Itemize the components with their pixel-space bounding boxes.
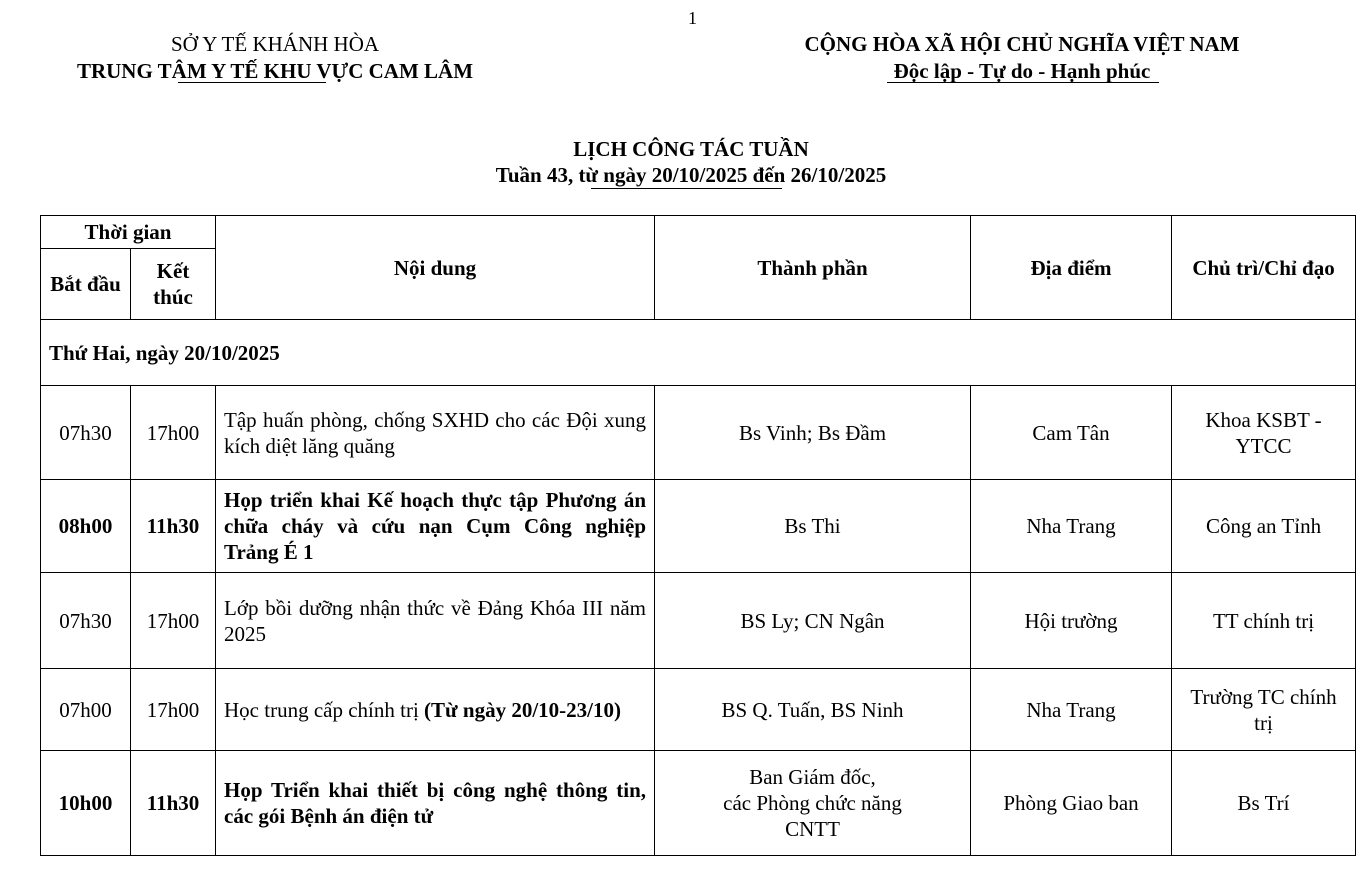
end-time: 11h30 (131, 480, 216, 573)
host-header: Chủ trì/Chỉ đạo (1172, 216, 1356, 320)
document-title: LỊCH CÔNG TÁC TUẦN (573, 137, 809, 161)
document-subtitle: Tuần 43, từ ngày 20/10/2025 đến 26/10/2025 (495, 163, 887, 187)
country-name: CỘNG HÒA XÃ HỘI CHỦ NGHĨA VIỆT NAM (804, 32, 1240, 56)
participants-cell: Bs Thi (655, 480, 971, 573)
start-time: 07h00 (41, 669, 131, 751)
end-time: 17h00 (131, 669, 216, 751)
title-underline (591, 188, 782, 189)
end-time: 17h00 (131, 386, 216, 480)
host-cell: Bs Trí (1172, 751, 1356, 856)
participants-cell: Bs Vinh; Bs Đầm (655, 386, 971, 480)
content-cell: Họp Triển khai thiết bị công nghệ thông tin, các gói Bệnh án điện tử (216, 751, 655, 856)
host-cell: Công an Tỉnh (1172, 480, 1356, 573)
time-group-header: Thời gian (41, 216, 216, 249)
table-row (41, 386, 1356, 480)
participants-cell (655, 751, 971, 856)
document-title-block (0, 136, 1371, 188)
end-header: Kết thúc (131, 249, 216, 320)
agency-underline (178, 82, 326, 83)
parent-agency: SỞ Y TẾ KHÁNH HÒA (170, 32, 380, 56)
host-cell: Trường TC chính trị (1172, 669, 1356, 751)
content-cell: Lớp bồi dưỡng nhận thức về Đảng Khóa III năm 2025 (216, 573, 655, 669)
content-header: Nội dung (216, 216, 655, 320)
participants-cell: BS Ly; CN Ngân (655, 573, 971, 669)
table-row (41, 480, 1356, 573)
content-cell: Họp triển khai Kế hoạch thực tập Phương án chữa cháy và cứu nạn Cụm Công nghiệp Trảng É 1 (216, 480, 655, 573)
motto-underline (887, 82, 1159, 83)
location-cell: Phòng Giao ban (971, 751, 1172, 856)
table-row (41, 751, 1356, 856)
participants-line: CNTT (785, 817, 840, 841)
participants-cell: BS Q. Tuấn, BS Ninh (655, 669, 971, 751)
participants-line: các Phòng chức năng (723, 791, 902, 815)
start-time: 10h00 (41, 751, 131, 856)
location-header: Địa điểm (971, 216, 1172, 320)
agency-name: TRUNG TÂM Y TẾ KHU VỰC CAM LÂM (76, 59, 474, 83)
location-cell: Hội trường (971, 573, 1172, 669)
content-cell: Tập huấn phòng, chống SXHD cho các Đội xung kích diệt lăng quăng (216, 386, 655, 480)
table-row (41, 669, 1356, 751)
national-header (752, 31, 1292, 85)
host-cell: Khoa KSBT - YTCC (1172, 386, 1356, 480)
page-number: 1 (688, 8, 697, 28)
start-header: Bắt đầu (41, 249, 131, 320)
host-cell: TT chính trị (1172, 573, 1356, 669)
national-motto: Độc lập - Tự do - Hạnh phúc (893, 59, 1151, 83)
start-time: 07h30 (41, 386, 131, 480)
agency-header (40, 31, 510, 85)
day-label: Thứ Hai, ngày 20/10/2025 (41, 320, 1356, 386)
participants-header: Thành phần (655, 216, 971, 320)
content-date-range: (Từ ngày 20/10-23/10) (424, 697, 621, 722)
location-cell: Nha Trang (971, 480, 1172, 573)
schedule-table (40, 215, 1356, 856)
content-cell (216, 669, 655, 751)
location-cell: Nha Trang (971, 669, 1172, 751)
start-time: 08h00 (41, 480, 131, 573)
start-time: 07h30 (41, 573, 131, 669)
location-cell: Cam Tân (971, 386, 1172, 480)
participants-line: Ban Giám đốc, (749, 765, 876, 789)
end-time: 17h00 (131, 573, 216, 669)
table-row (41, 573, 1356, 669)
content-text: Học trung cấp chính trị (224, 697, 425, 722)
end-time: 11h30 (131, 751, 216, 856)
